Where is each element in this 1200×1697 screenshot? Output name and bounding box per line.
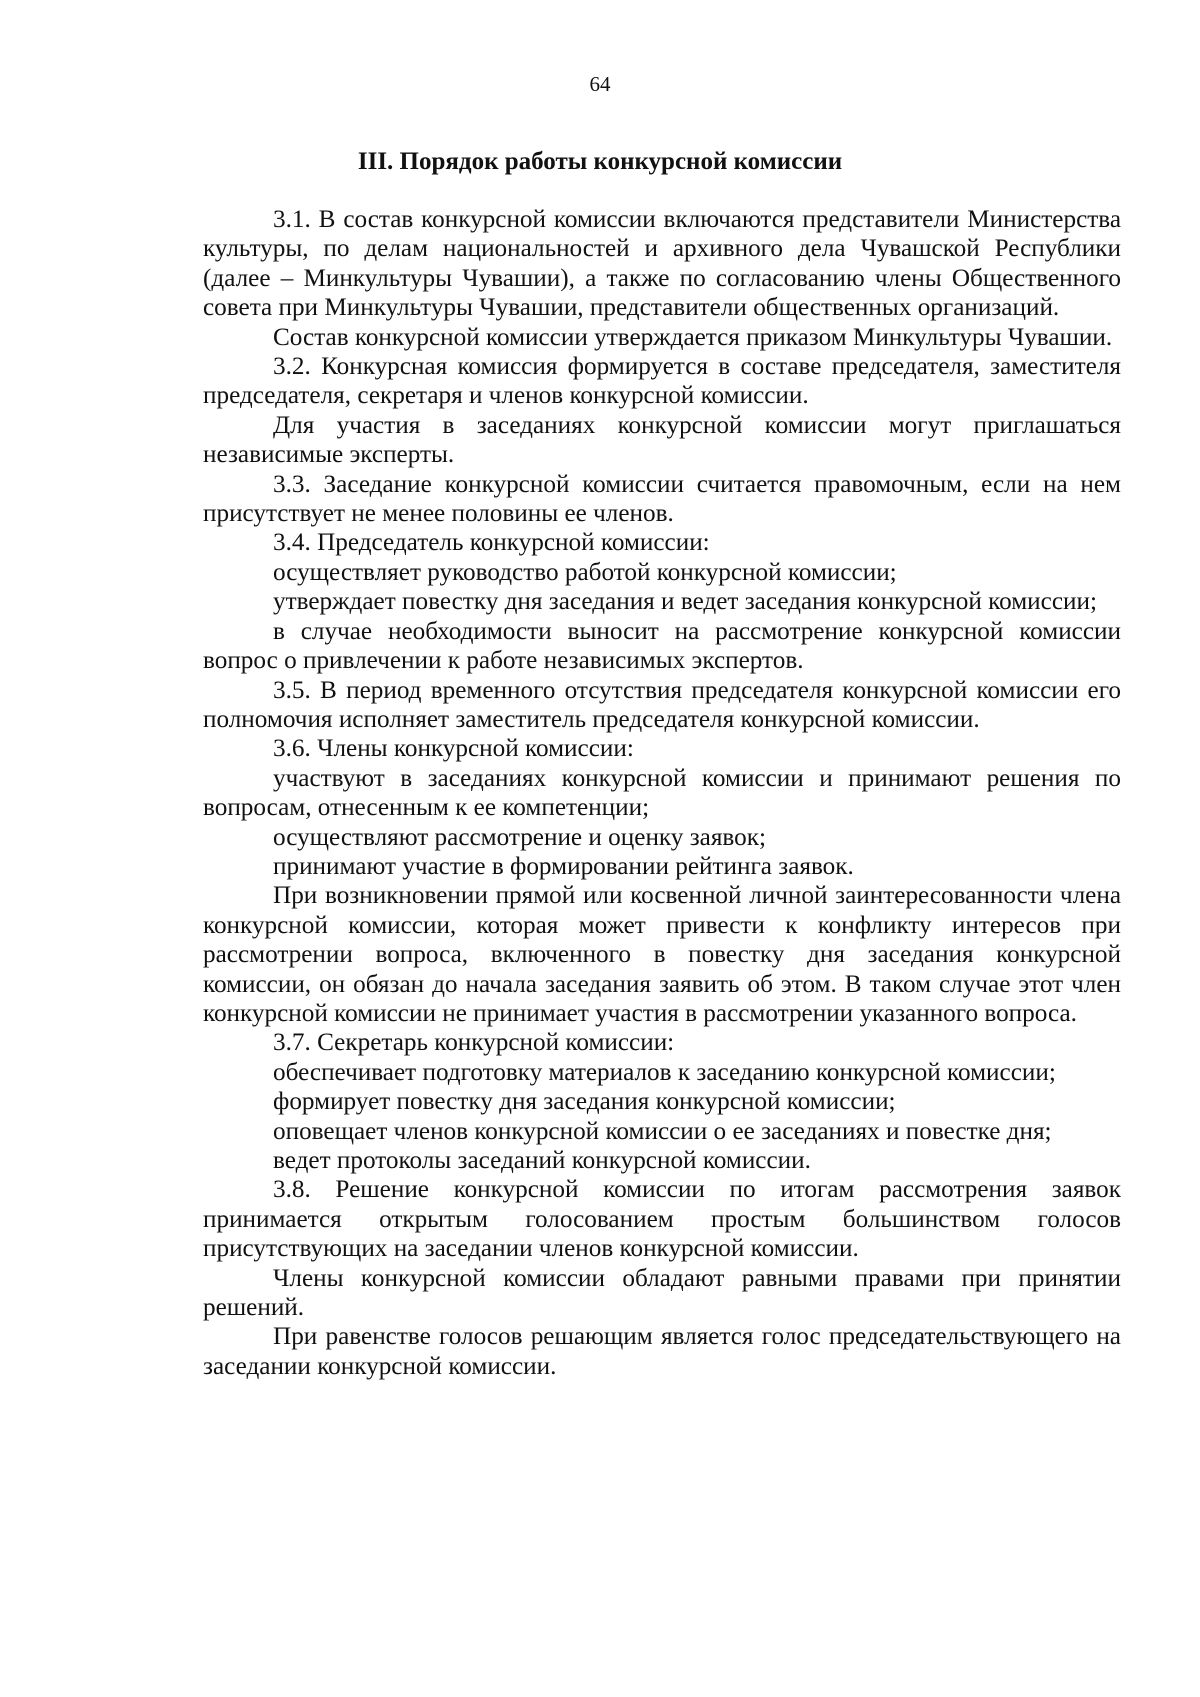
paragraph: осуществляет руководство работой конкурсной комиссии;	[273, 558, 897, 586]
paragraph: утверждает повестку дня заседания и ведет заседания конкурсной комиссии;	[273, 588, 1097, 616]
section-heading: III. Порядок работы конкурсной комиссии	[357, 148, 843, 175]
paragraph: обеспечивает подготовку материалов к заседанию конкурсной комиссии;	[273, 1058, 1056, 1086]
paragraph: участвуют в заседаниях конкурсной комиссии и принимают решения по вопросам, отнесенным к ее компетенции;	[203, 764, 1121, 822]
paragraph: в случае необходимости выносит на рассмотрение конкурсной комиссии вопрос о привлечении к работе независимых экспертов.	[203, 617, 1121, 675]
paragraph: 3.3. Заседание конкурсной комиссии считается правомочным, если на нем присутствует не менее половины ее членов.	[203, 470, 1121, 528]
paragraph: Члены конкурсной комиссии обладают равными правами при принятии решений.	[203, 1264, 1121, 1322]
paragraph: оповещает членов конкурсной комиссии о ее заседаниях и повестке дня;	[273, 1117, 1052, 1145]
paragraph: При возникновении прямой или косвенной личной заинтересованности члена конкурсной комиссии, которая может привести к конфликту интересов при рассмотрении вопроса, включенного в повестку дня заседания конкурсной комиссии, он обязан до начала заседания заявить об этом. В таком случае этот член конкурсной комиссии не принимает участия в рассмотрении указанного вопроса.	[203, 882, 1121, 1027]
paragraph: принимают участие в формировании рейтинга заявок.	[273, 852, 854, 880]
paragraph: 3.6. Члены конкурсной комиссии:	[273, 735, 634, 763]
paragraph: 3.1. В состав конкурсной комиссии включаются представители Министерства культуры, по делам национальностей и архивного дела Чувашской Республики (далее – Минкультуры Чувашии), а также по согласованию члены Общественного совета при Минкультуры Чувашии, представители общественных организаций.	[203, 206, 1121, 322]
page-number: 64	[589, 72, 611, 96]
paragraph: 3.7. Секретарь конкурсной комиссии:	[273, 1029, 675, 1057]
paragraph: осуществляют рассмотрение и оценку заявок;	[273, 823, 766, 851]
paragraph: 3.2. Конкурсная комиссия формируется в составе председателя, заместителя председателя, секретаря и членов конкурсной комиссии.	[203, 353, 1121, 410]
paragraph: ведет протоколы заседаний конкурсной комиссии.	[273, 1147, 811, 1174]
paragraph: Для участия в заседаниях конкурсной комиссии могут приглашаться независимые эксперты.	[203, 411, 1121, 469]
paragraph: 3.5. В период временного отсутствия председателя конкурсной комиссии его полномочия исполняет заместитель председателя конкурсной комиссии.	[203, 676, 1121, 733]
document-body	[203, 205, 1121, 1381]
paragraph: При равенстве голосов решающим является голос председательствующего на заседании конкурсной комиссии.	[203, 1323, 1121, 1380]
paragraph: 3.8. Решение конкурсной комиссии по итогам рассмотрения заявок принимается открытым голосованием простым большинством голосов присутствующих на заседании членов конкурсной комиссии.	[203, 1176, 1121, 1263]
paragraph: 3.4. Председатель конкурсной комиссии:	[273, 529, 710, 557]
paragraph: формирует повестку дня заседания конкурсной комиссии;	[273, 1088, 896, 1116]
paragraph: Состав конкурсной комиссии утверждается приказом Минкультуры Чувашии.	[273, 323, 1113, 351]
